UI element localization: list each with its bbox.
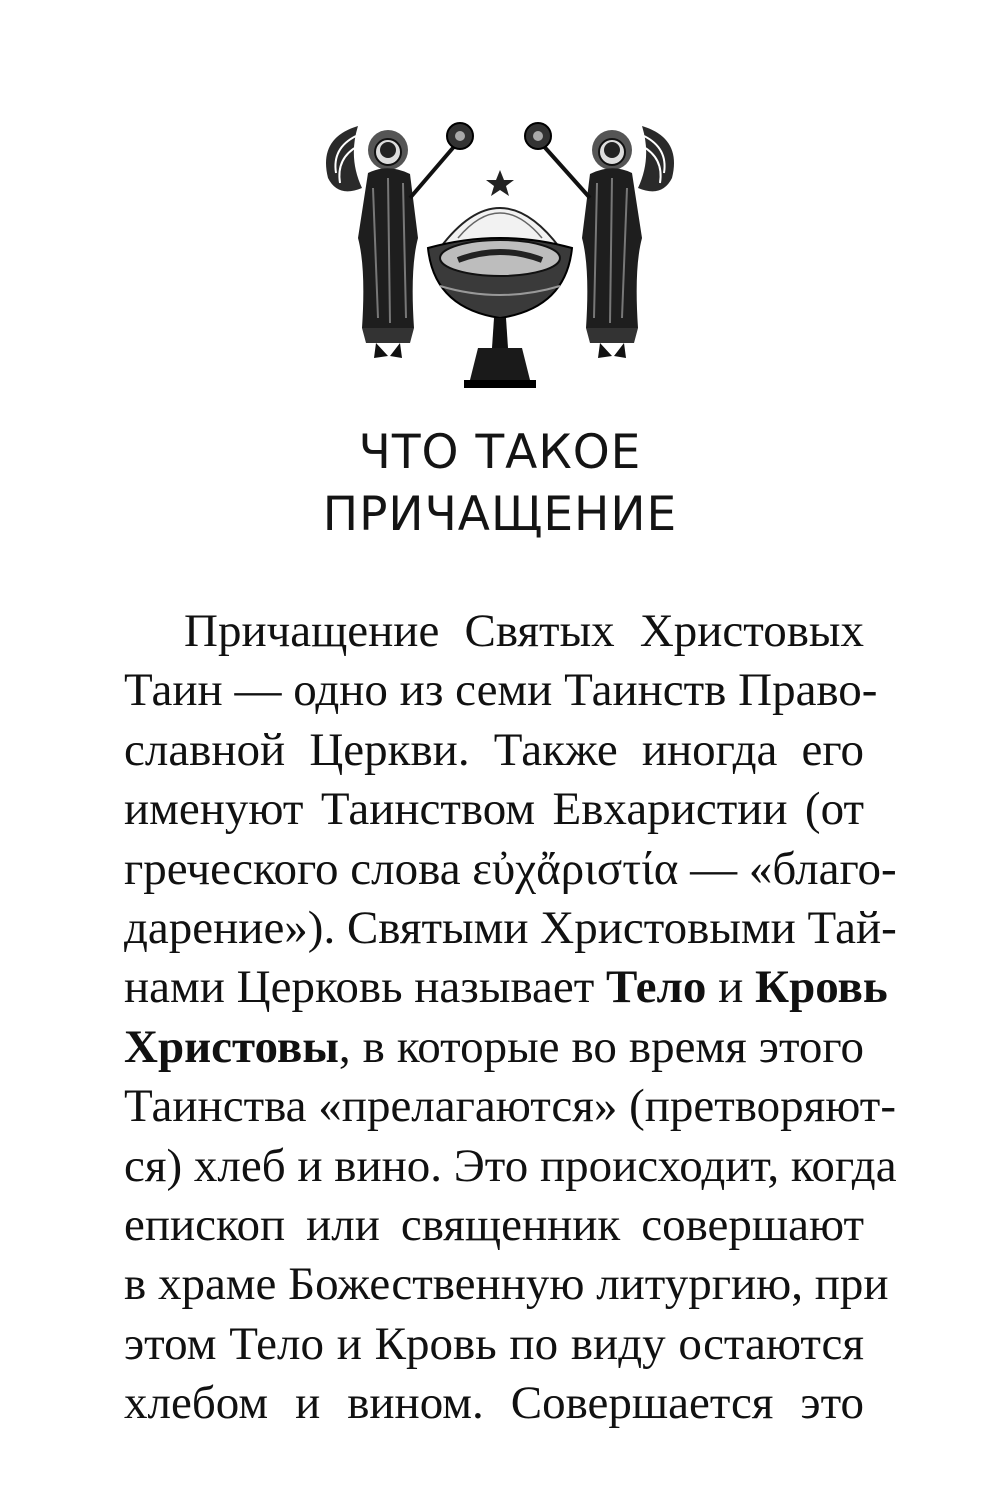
- text-line: хлебом и вином. Совершается это: [124, 1377, 864, 1430]
- text-line: [124, 1018, 864, 1077]
- text-line: славной Церкви. Также иногда его: [124, 723, 864, 776]
- text-run: нами Церковь называет: [124, 961, 607, 1014]
- bold-term-blood: Кровь: [754, 961, 888, 1014]
- text-run: , в которые во время этого: [338, 1020, 864, 1073]
- text-line: Причащение Святых Христовых: [184, 605, 864, 657]
- text-run: и: [706, 961, 755, 1014]
- chapter-title-line-2: ПРИЧАЩЕНИЕ: [322, 487, 678, 542]
- text-line: в храме Божественную литургию, при: [124, 1258, 889, 1311]
- text-line: [124, 958, 888, 1017]
- text-line: епископ или священник совершают: [124, 1198, 864, 1251]
- text-line: именуют Таинством Евхаристии (от: [124, 783, 864, 836]
- text-line: греческого слова εὐχἄριστία — «благо-: [124, 842, 897, 895]
- text-line: Таинства «прелагаются» (претворяют-: [124, 1080, 896, 1133]
- bold-term-body: Тело: [606, 961, 707, 1014]
- text-line: дарение»). Святыми Христовыми Тай-: [124, 901, 897, 954]
- text-line: ся) хлеб и вино. Это происходит, когда: [124, 1139, 897, 1192]
- text-line: этом Тело и Кровь по виду остаются: [124, 1317, 864, 1370]
- chapter-title: [0, 422, 1000, 546]
- bold-term-christs: Христовы: [124, 1020, 339, 1073]
- body-paragraph: [124, 602, 897, 1433]
- chapter-title-line-1: ЧТО ТАКОЕ: [358, 425, 642, 480]
- angels-chalice-illustration: [318, 118, 682, 390]
- text-line: Таин — одно из семи Таинств Право-: [124, 664, 878, 717]
